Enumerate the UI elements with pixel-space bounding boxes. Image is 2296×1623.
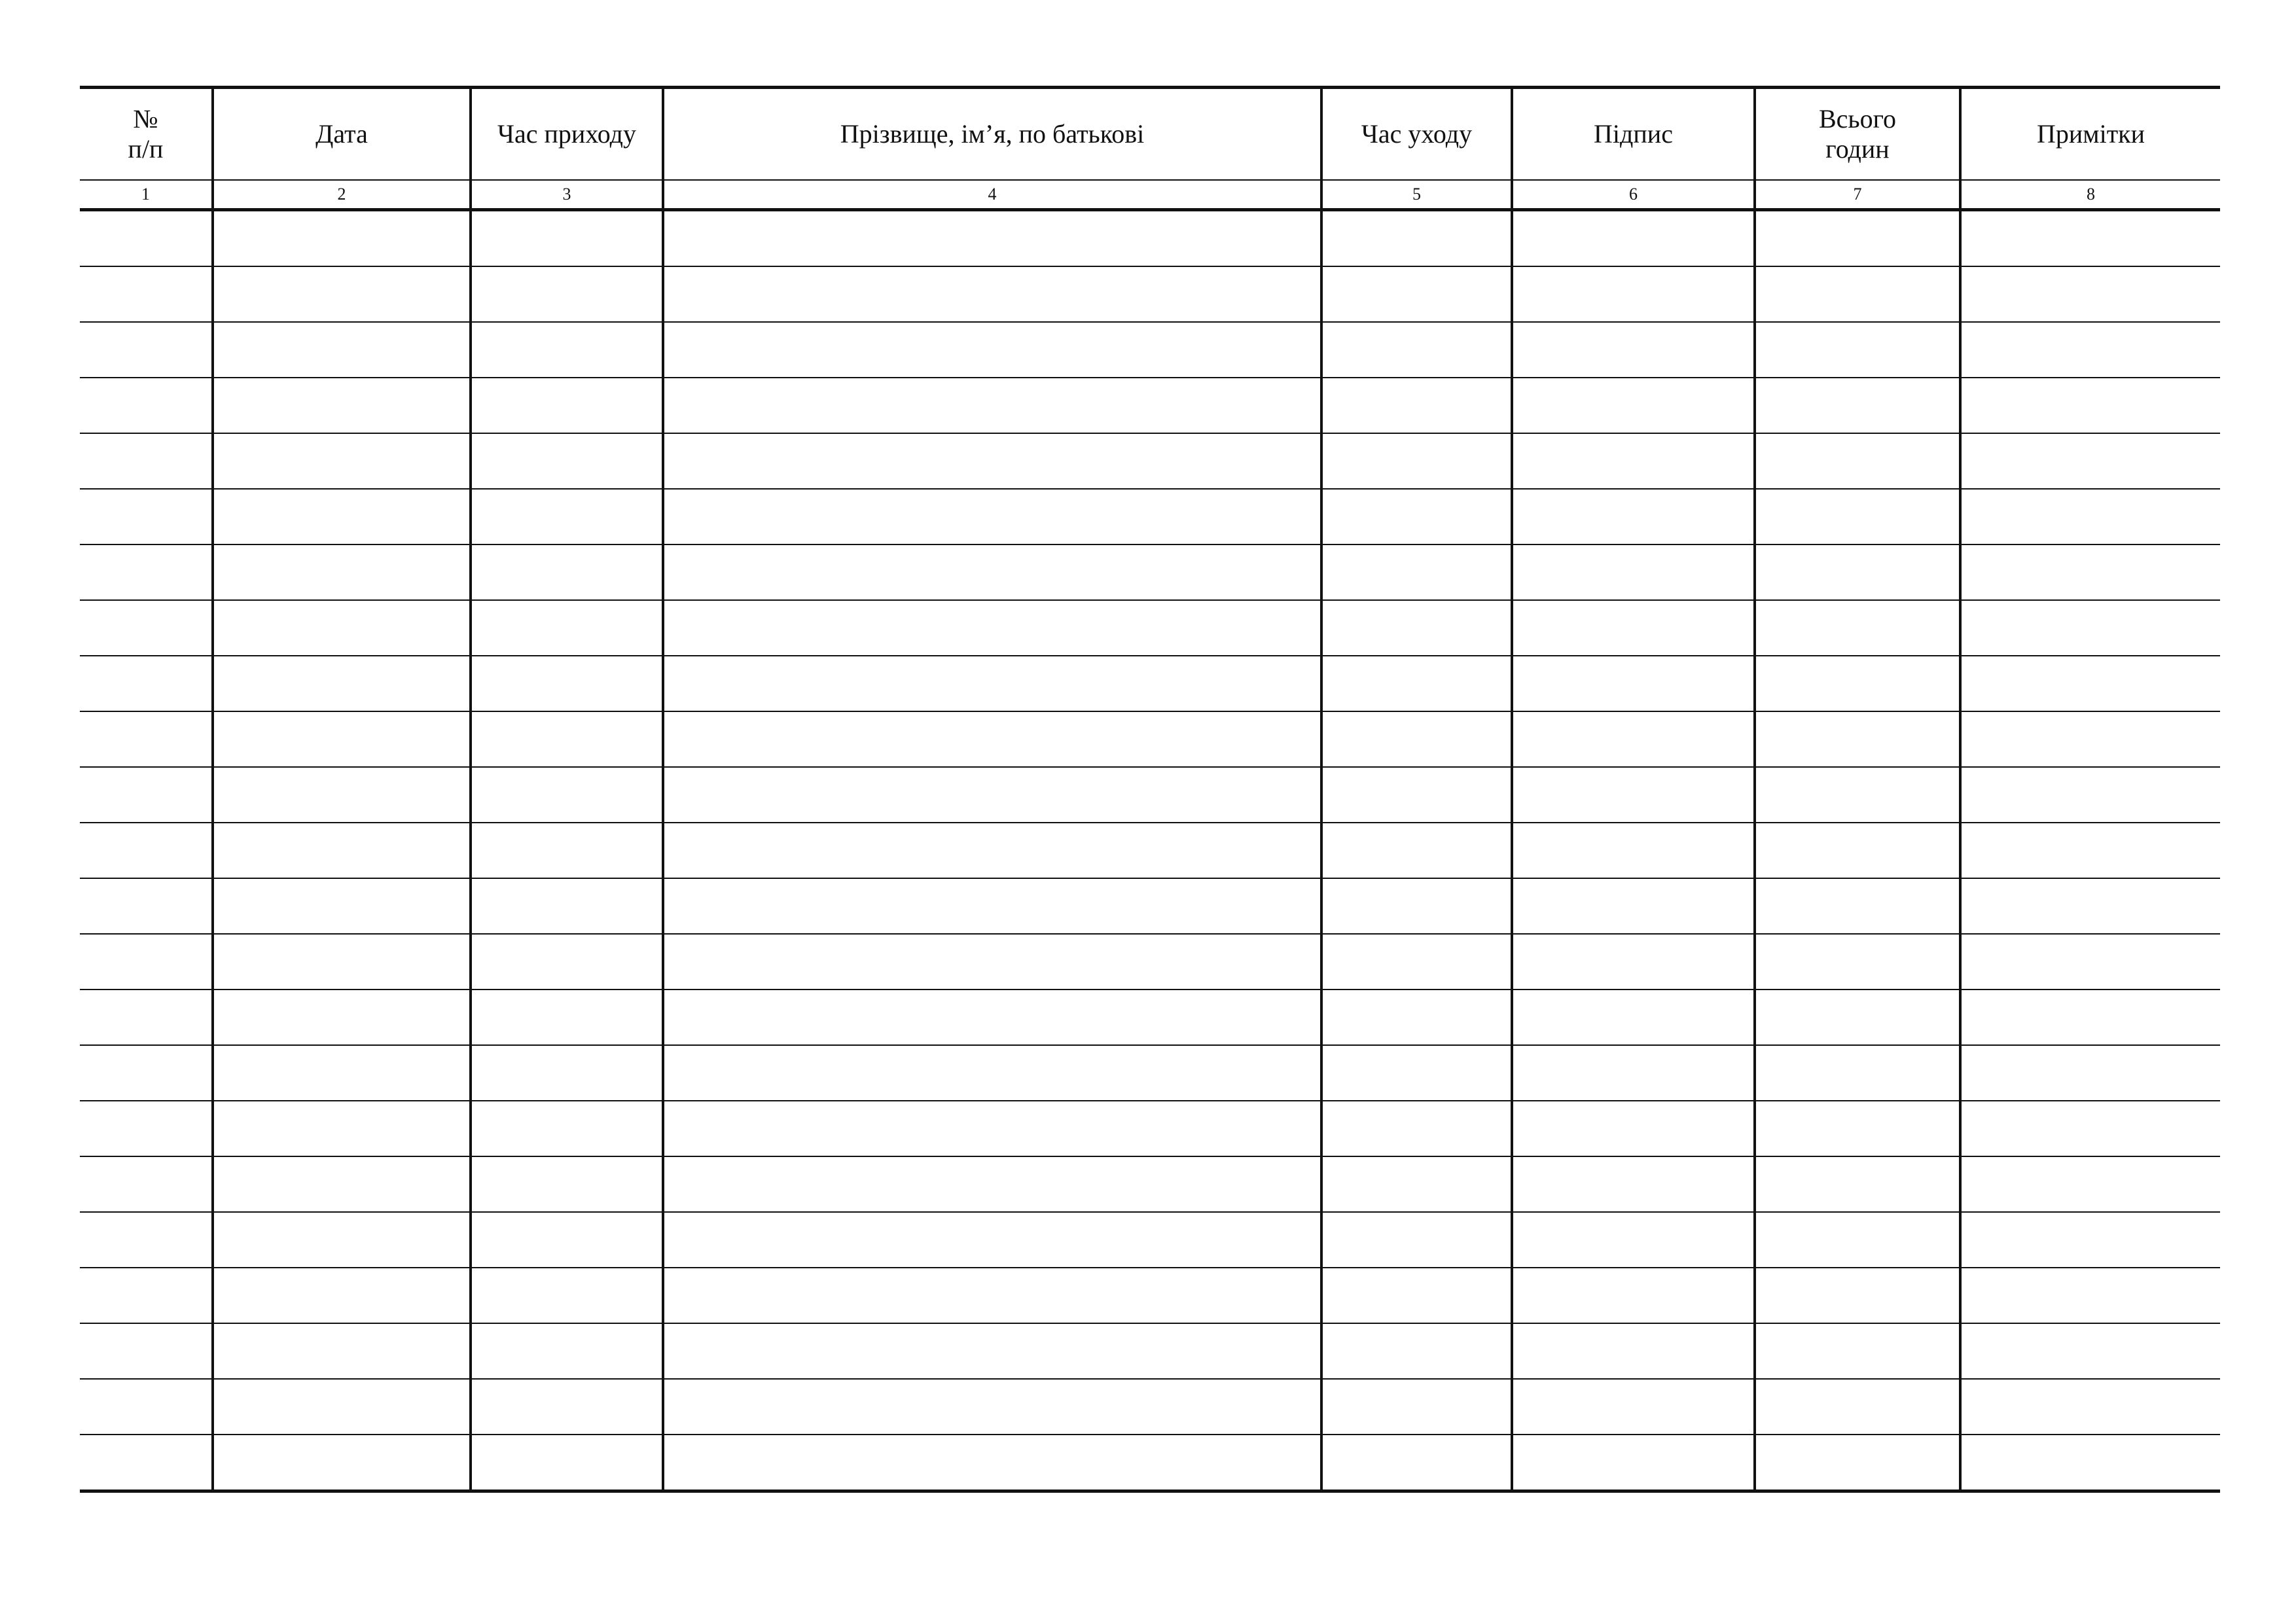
column-header-signature: [1512, 88, 1755, 181]
table-row: [80, 544, 2220, 600]
table-cell: [1321, 656, 1512, 711]
table-cell: [471, 600, 663, 656]
table-cell: [1960, 711, 2220, 767]
table-cell: [1960, 656, 2220, 711]
attendance-journal-table: [80, 86, 2220, 1493]
table-cell: [1960, 1101, 2220, 1156]
table-cell: [1512, 767, 1755, 823]
table-cell: [1321, 767, 1512, 823]
table-cell: [1755, 878, 1960, 934]
table-cell: [1321, 1435, 1512, 1491]
table-cell: [471, 378, 663, 433]
table-cell: [1755, 1323, 1960, 1379]
table-cell: [1321, 1323, 1512, 1379]
table-cell: [1960, 1435, 2220, 1491]
table-cell: [1960, 823, 2220, 878]
table-row: [80, 1268, 2220, 1323]
table-cell: [80, 489, 213, 544]
column-header-full-name: [663, 88, 1321, 181]
table-cell: [663, 1323, 1321, 1379]
table-cell: [1512, 544, 1755, 600]
column-number: 6: [1512, 180, 1755, 210]
table-cell: [213, 1212, 471, 1268]
table-cell: [80, 1323, 213, 1379]
table-cell: [1321, 210, 1512, 267]
column-header-label: Прізвище, ім’я, по батькові: [840, 119, 1145, 149]
column-header-label-second-line: годин: [1825, 134, 1890, 164]
table-row: [80, 1323, 2220, 1379]
table-cell: [213, 1101, 471, 1156]
table-cell: [663, 1268, 1321, 1323]
table-row: [80, 711, 2220, 767]
table-cell: [80, 1156, 213, 1212]
table-cell: [1960, 322, 2220, 378]
table-cell: [1321, 378, 1512, 433]
table-cell: [663, 210, 1321, 267]
table-cell: [663, 378, 1321, 433]
table-cell: [1960, 767, 2220, 823]
table-cell: [1755, 823, 1960, 878]
table-cell: [213, 990, 471, 1045]
table-cell: [663, 1435, 1321, 1491]
column-header-label: Примітки: [2036, 119, 2145, 149]
table-cell: [1512, 1156, 1755, 1212]
table-cell: [213, 1323, 471, 1379]
table-cell: [80, 322, 213, 378]
table-cell: [1512, 990, 1755, 1045]
table-cell: [1960, 266, 2220, 322]
table-cell: [1321, 322, 1512, 378]
table-row: [80, 1045, 2220, 1101]
table-cell: [663, 934, 1321, 990]
table-cell: [471, 656, 663, 711]
table-cell: [1512, 433, 1755, 489]
table-cell: [1755, 266, 1960, 322]
column-number: 2: [213, 180, 471, 210]
table-cell: [80, 990, 213, 1045]
table-cell: [1321, 489, 1512, 544]
table-cell: [80, 210, 213, 267]
table-cell: [471, 767, 663, 823]
table-cell: [663, 1156, 1321, 1212]
column-number: 5: [1321, 180, 1512, 210]
table-cell: [80, 266, 213, 322]
table-cell: [1960, 878, 2220, 934]
table-cell: [1960, 378, 2220, 433]
table-cell: [663, 322, 1321, 378]
table-cell: [1512, 378, 1755, 433]
table-row: [80, 1435, 2220, 1491]
table-cell: [1512, 210, 1755, 267]
table-cell: [1512, 823, 1755, 878]
table-cell: [80, 378, 213, 433]
table-row: [80, 266, 2220, 322]
table-cell: [471, 1156, 663, 1212]
table-row: [80, 322, 2220, 378]
table-cell: [1512, 600, 1755, 656]
table-cell: [663, 1212, 1321, 1268]
table-cell: [663, 767, 1321, 823]
column-header-label: Час приходу: [497, 119, 636, 149]
table-cell: [1755, 1212, 1960, 1268]
table-cell: [1512, 1101, 1755, 1156]
table-cell: [663, 1101, 1321, 1156]
table-cell: [1321, 600, 1512, 656]
table-cell: [1512, 934, 1755, 990]
table-cell: [471, 210, 663, 267]
table-row: [80, 1379, 2220, 1435]
table-cell: [80, 823, 213, 878]
table-cell: [471, 1268, 663, 1323]
table-cell: [80, 1379, 213, 1435]
table-row: [80, 210, 2220, 267]
table-cell: [1755, 656, 1960, 711]
table-cell: [1321, 544, 1512, 600]
table-cell: [663, 1379, 1321, 1435]
table-cell: [213, 656, 471, 711]
table-cell: [1960, 1268, 2220, 1323]
table-cell: [663, 544, 1321, 600]
column-header-departure-time: [1321, 88, 1512, 181]
table-cell: [663, 823, 1321, 878]
table-cell: [471, 711, 663, 767]
table-cell: [1960, 600, 2220, 656]
table-cell: [80, 767, 213, 823]
column-number: 1: [80, 180, 213, 210]
table-cell: [1960, 210, 2220, 267]
table-cell: [1960, 1045, 2220, 1101]
table-cell: [1321, 266, 1512, 322]
table-cell: [1755, 1268, 1960, 1323]
table-cell: [471, 823, 663, 878]
table-cell: [1755, 489, 1960, 544]
table-cell: [663, 600, 1321, 656]
column-header-label: Дата: [315, 119, 368, 149]
table-cell: [471, 1435, 663, 1491]
table-row: [80, 878, 2220, 934]
table-cell: [1321, 878, 1512, 934]
table-cell: [213, 767, 471, 823]
table-cell: [663, 656, 1321, 711]
table-cell: [1755, 1045, 1960, 1101]
table-cell: [1512, 1212, 1755, 1268]
column-header-arrival-time: [471, 88, 663, 181]
table-cell: [1321, 823, 1512, 878]
table-body: [80, 210, 2220, 1491]
table-cell: [471, 433, 663, 489]
table-cell: [80, 878, 213, 934]
table-cell: [1960, 1156, 2220, 1212]
table-cell: [1321, 711, 1512, 767]
table-row: [80, 823, 2220, 878]
table-cell: [80, 1101, 213, 1156]
table-cell: [1321, 1045, 1512, 1101]
table-cell: [80, 544, 213, 600]
table-cell: [213, 489, 471, 544]
column-header-label: Підпис: [1594, 119, 1673, 149]
column-number: 7: [1755, 180, 1960, 210]
table-cell: [1321, 1156, 1512, 1212]
table-row: [80, 1212, 2220, 1268]
header-row: [80, 88, 2220, 181]
table-cell: [213, 1045, 471, 1101]
table-cell: [213, 210, 471, 267]
table-cell: [213, 1435, 471, 1491]
table-cell: [1755, 210, 1960, 267]
table-cell: [1512, 1435, 1755, 1491]
column-header-label: Всього: [1818, 104, 1897, 134]
table-cell: [1960, 544, 2220, 600]
column-number: 3: [471, 180, 663, 210]
table-cell: [471, 322, 663, 378]
table-cell: [1755, 990, 1960, 1045]
table-cell: [80, 656, 213, 711]
table-cell: [471, 990, 663, 1045]
column-header-label-second-line: п/п: [128, 134, 164, 164]
table-cell: [1512, 266, 1755, 322]
table-cell: [1321, 990, 1512, 1045]
table-cell: [80, 1212, 213, 1268]
table-cell: [1755, 433, 1960, 489]
table-row: [80, 600, 2220, 656]
table-cell: [1755, 711, 1960, 767]
table-cell: [1512, 1379, 1755, 1435]
table-cell: [1755, 934, 1960, 990]
table-cell: [471, 1045, 663, 1101]
table-cell: [80, 934, 213, 990]
column-header-total-hours: [1755, 88, 1960, 181]
table-cell: [471, 489, 663, 544]
table-cell: [471, 934, 663, 990]
table-row: [80, 656, 2220, 711]
table-cell: [471, 1379, 663, 1435]
table-cell: [1960, 934, 2220, 990]
table-cell: [663, 1045, 1321, 1101]
table-cell: [1755, 1435, 1960, 1491]
table-row: [80, 1101, 2220, 1156]
column-number: 4: [663, 180, 1321, 210]
table-cell: [1960, 1323, 2220, 1379]
table-cell: [80, 1435, 213, 1491]
table-cell: [1960, 1212, 2220, 1268]
table-cell: [1512, 711, 1755, 767]
table-cell: [213, 823, 471, 878]
table-cell: [1512, 656, 1755, 711]
column-header-label: Час уходу: [1361, 119, 1473, 149]
table-cell: [1512, 878, 1755, 934]
table-cell: [663, 489, 1321, 544]
table-cell: [1755, 544, 1960, 600]
column-number-row: [80, 180, 2220, 210]
table-cell: [80, 1045, 213, 1101]
table-cell: [1321, 1379, 1512, 1435]
table-row: [80, 489, 2220, 544]
table-cell: [213, 711, 471, 767]
table-cell: [1755, 1156, 1960, 1212]
table-cell: [80, 711, 213, 767]
table-cell: [1755, 600, 1960, 656]
column-number: 8: [1960, 180, 2220, 210]
table-cell: [213, 934, 471, 990]
table-cell: [1321, 934, 1512, 990]
table-cell: [213, 1268, 471, 1323]
table-header: [80, 88, 2220, 210]
table-cell: [1512, 322, 1755, 378]
table-cell: [80, 1268, 213, 1323]
table-cell: [213, 322, 471, 378]
table-cell: [1755, 1379, 1960, 1435]
table-cell: [213, 1156, 471, 1212]
table-cell: [663, 266, 1321, 322]
table-cell: [213, 878, 471, 934]
table-cell: [1755, 322, 1960, 378]
table-cell: [471, 1101, 663, 1156]
table-cell: [663, 878, 1321, 934]
table-cell: [1960, 1379, 2220, 1435]
table-cell: [1755, 1101, 1960, 1156]
table-cell: [1512, 1323, 1755, 1379]
column-header-number: [80, 88, 213, 181]
table-cell: [471, 1212, 663, 1268]
table-cell: [213, 433, 471, 489]
table-cell: [663, 433, 1321, 489]
table-cell: [1755, 767, 1960, 823]
table-row: [80, 934, 2220, 990]
table-cell: [663, 711, 1321, 767]
table-row: [80, 767, 2220, 823]
table-cell: [1321, 433, 1512, 489]
table-cell: [471, 878, 663, 934]
table-cell: [663, 990, 1321, 1045]
table-cell: [213, 544, 471, 600]
table-cell: [213, 600, 471, 656]
table-cell: [1960, 990, 2220, 1045]
table-row: [80, 990, 2220, 1045]
column-header-label: №: [133, 104, 158, 134]
column-header-notes: [1960, 88, 2220, 181]
column-header-date: [213, 88, 471, 181]
table-cell: [1960, 489, 2220, 544]
table-cell: [1321, 1101, 1512, 1156]
table-cell: [1512, 1268, 1755, 1323]
table-row: [80, 1156, 2220, 1212]
table-cell: [80, 433, 213, 489]
table-cell: [80, 600, 213, 656]
table-cell: [1321, 1212, 1512, 1268]
table-row: [80, 433, 2220, 489]
table-cell: [1321, 1268, 1512, 1323]
table-cell: [471, 1323, 663, 1379]
table-cell: [1755, 378, 1960, 433]
table-cell: [471, 544, 663, 600]
table-cell: [1512, 1045, 1755, 1101]
table-cell: [471, 266, 663, 322]
table-cell: [1512, 489, 1755, 544]
table-row: [80, 378, 2220, 433]
table-cell: [1960, 433, 2220, 489]
table-cell: [213, 378, 471, 433]
table-cell: [213, 1379, 471, 1435]
table-cell: [213, 266, 471, 322]
